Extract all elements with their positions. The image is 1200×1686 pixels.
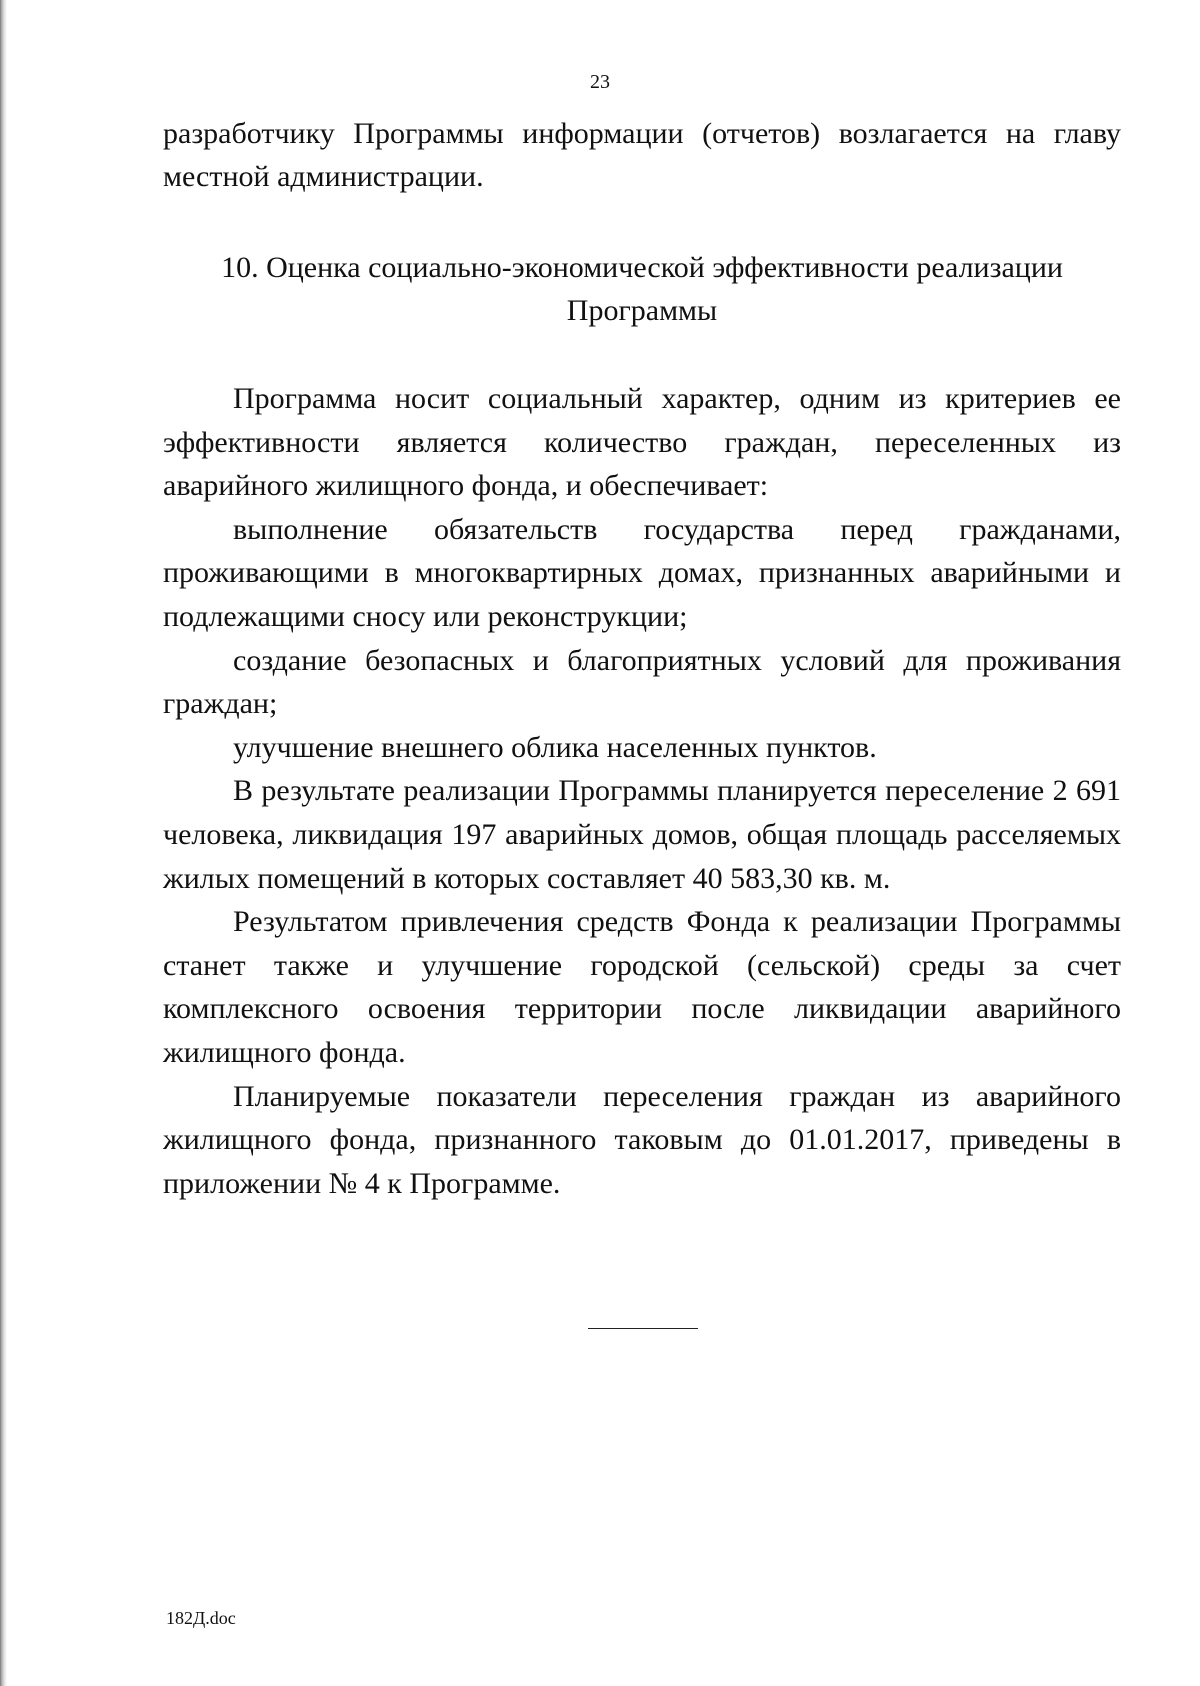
list-item: выполнение обязательств государства перед гражданами, проживающими в многоквартирных домах, признанных аварийными и подлежащими сносу или реконструкции; [163, 512, 1121, 633]
paragraph: Результатом привлечения средств Фонда к реализации Программы станет также и улучшение городской (сельской) среды за счет комплексного освоения территории после ликвидации аварийного жилищного фонда. [163, 905, 1121, 1069]
list-item: улучшение внешнего облика населенных пунктов. [233, 730, 877, 764]
paragraph: Программа носит социальный характер, одним из критериев ее эффективности является количество граждан, переселенных из аварийного жилищного фонда, и обеспечивает: [163, 382, 1121, 503]
continuation-paragraph: разработчику Программы информации (отчетов) возлагается на главу местной администрации. [163, 117, 1121, 193]
section-title-line-2: Программы [566, 294, 718, 327]
page-number: 23 [590, 71, 610, 93]
scan-edge [0, 0, 7, 1686]
paragraph: В результате реализации Программы планируется переселение 2 691 человека, ликвидация 197 аварийных домов, общая площадь расселяемых жилых помещений в которых составляет 40 583,30 кв. м. [163, 774, 1121, 895]
section-title-line-1: 10. Оценка социально-экономической эффективности реализации [221, 251, 1063, 284]
section-heading [163, 246, 1121, 332]
paragraph: Планируемые показатели переселения граждан из аварийного жилищного фонда, признанного таковым до 01.01.2017, приведены в приложении № 4 к Программе. [163, 1079, 1121, 1200]
footer-filename: 182Д.doc [166, 1608, 236, 1628]
list-item: создание безопасных и благоприятных условий для проживания граждан; [163, 643, 1121, 721]
end-rule-divider [588, 1328, 698, 1329]
section-body [163, 377, 1121, 1205]
continuation-block [163, 112, 1121, 198]
